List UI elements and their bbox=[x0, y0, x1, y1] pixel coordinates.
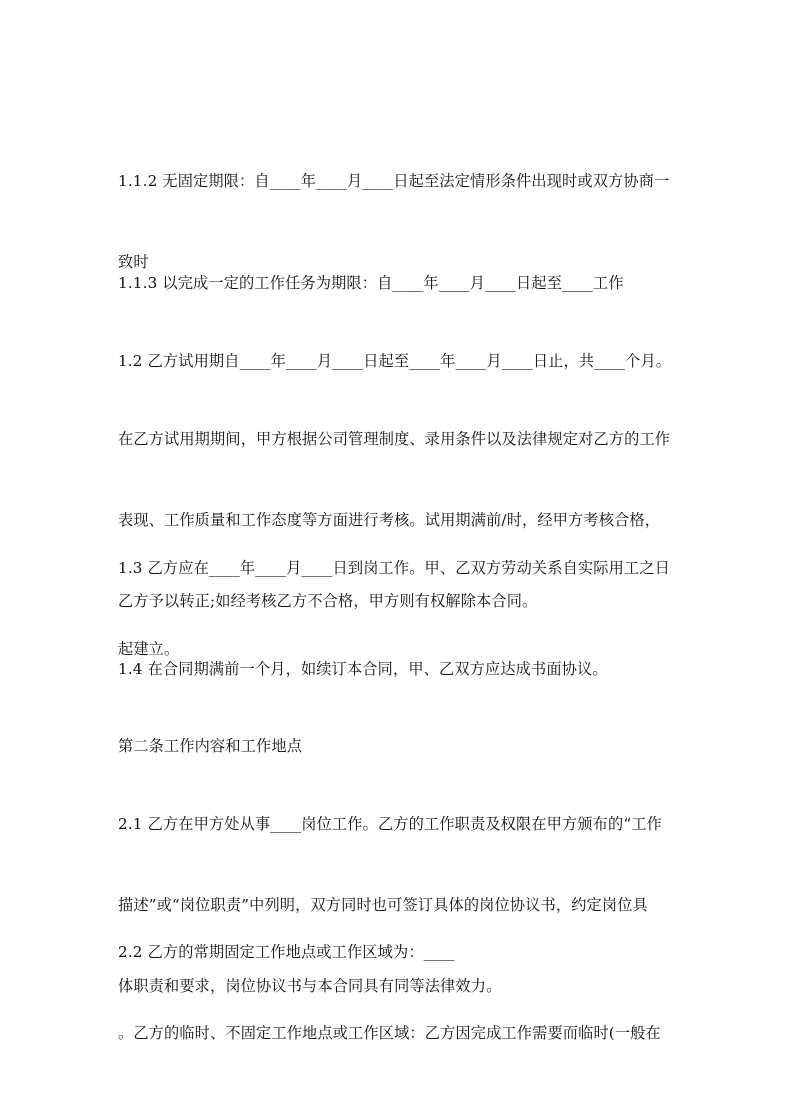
text-line: 1.3 乙方应在____年____月____日到岗工作。甲、乙双方劳动关系自实际用工之日 bbox=[118, 559, 670, 577]
text-line: 1.1.3 以完成一定的工作任务为期限：自____年____月____日起至____工作 bbox=[118, 274, 624, 292]
text-line: 乙方予以转正;如经考核乙方不合格，甲方则有权解除本合同。 bbox=[118, 592, 538, 610]
text-line: 体职责和要求，岗位协议书与本合同具有同等法律效力。 bbox=[118, 977, 502, 995]
text-line: 1.4 在合同期满前一个月，如续订本合同，甲、乙双方应达成书面协议。 bbox=[118, 660, 608, 678]
text-line: 1.2 乙方试用期自____年____月____日起至____年____月____日止，共____个月。 bbox=[118, 352, 672, 370]
text-line: 在乙方试用期期间，甲方根据公司管理制度、录用条件以及法律规定对乙方的工作 bbox=[118, 430, 671, 448]
text-line: 表现、工作质量和工作态度等方面进行考核。试用期满前/时，经甲方考核合格， bbox=[118, 511, 661, 529]
text-line: 2.1 乙方在甲方处从事____岗位工作。乙方的工作职责及权限在甲方颁布的“工作 bbox=[118, 815, 662, 833]
text-line: 2.2 乙方的常期固定工作地点或工作区域为：____ bbox=[118, 943, 455, 961]
text-line: 。乙方的临时、不固定工作地点或工作区域：乙方因完成工作需要而临时(一般在 bbox=[118, 1024, 661, 1042]
clause-2-2 bbox=[118, 885, 683, 1101]
text-line: 描述”或“岗位职责”中列明，双方同时也可签订具体的岗位协议书，约定岗位具 bbox=[118, 896, 648, 914]
text-line: 起建立。 bbox=[118, 640, 180, 658]
text-line: 致时 bbox=[118, 253, 149, 271]
text-line: 1.1.2 无固定期限：自____年____月____日起至法定情形条件出现时或双方协商一 bbox=[118, 172, 670, 190]
text-line: 第二条工作内容和工作地点 bbox=[118, 737, 303, 755]
